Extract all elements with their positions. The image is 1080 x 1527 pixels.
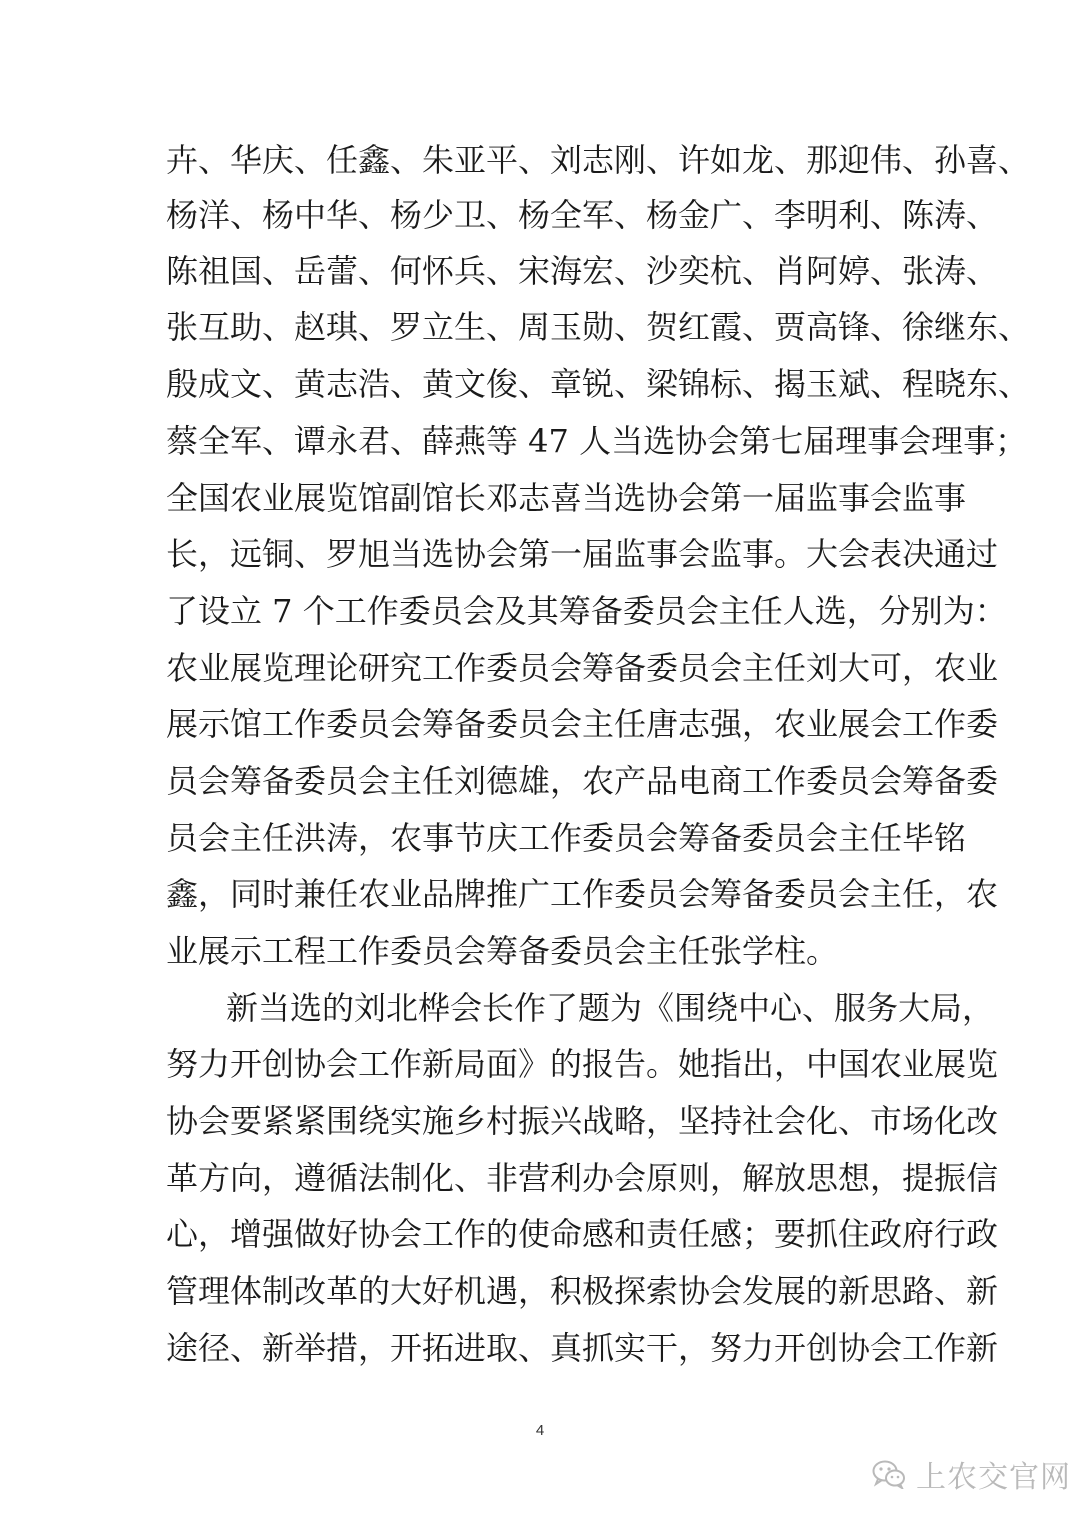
- text-line: 卉、华庆、任鑫、朱亚平、刘志刚、许如龙、那迎伟、孙喜、: [166, 141, 1031, 179]
- text-line: 蔡全军、谭永君、薛燕等 47 人当选协会第七届理事会理事；: [166, 422, 1028, 460]
- page-number: 4: [535, 1422, 545, 1439]
- text-line: 新当选的刘北桦会长作了题为《围绕中心、服务大局，: [226, 989, 995, 1027]
- watermark-text: 上农交官网: [916, 1460, 1071, 1495]
- text-line: 殷成文、黄志浩、黄文俊、章锐、梁锦标、揭玉斌、程晓东、: [166, 365, 1031, 403]
- text-line: 管理体制改革的大好机遇，积极探索协会发展的新思路、新: [166, 1272, 999, 1310]
- text-line: 长，远铜、罗旭当选协会第一届监事会监事。大会表决通过: [166, 535, 999, 573]
- text-line: 员会主任洪涛，农事节庆工作委员会筹备委员会主任毕铭: [166, 819, 967, 857]
- text-line: 全国农业展览馆副馆长邓志喜当选协会第一届监事会监事: [166, 479, 967, 517]
- text-line: 展示馆工作委员会筹备委员会主任唐志强，农业展会工作委: [166, 705, 999, 743]
- text-line: 努力开创协会工作新局面》的报告。她指出，中国农业展览: [166, 1045, 999, 1083]
- text-line: 业展示工程工作委员会筹备委员会主任张学柱。: [166, 932, 839, 970]
- text-line: 心，增强做好协会工作的使命感和责任感；要抓住政府行政: [166, 1215, 999, 1253]
- text-line: 革方向，遵循法制化、非营利办会原则，解放思想，提振信: [166, 1159, 999, 1197]
- text-line: 鑫，同时兼任农业品牌推广工作委员会筹备委员会主任，农: [166, 875, 999, 913]
- wechat-icon: [872, 1459, 906, 1489]
- text-line: 途径、新举措，开拓进取、真抓实干，努力开创协会工作新: [166, 1329, 999, 1367]
- text-line: 张互助、赵琪、罗立生、周玉勋、贺红霞、贾高锋、徐继东、: [166, 308, 1031, 346]
- watermark: [872, 1452, 1071, 1496]
- text-line: 了设立 7 个工作委员会及其筹备委员会主任人选，分别为：: [166, 592, 1007, 630]
- text-line: 员会筹备委员会主任刘德雄，农产品电商工作委员会筹备委: [166, 762, 999, 800]
- text-line: 杨洋、杨中华、杨少卫、杨全军、杨金广、李明利、陈涛、: [166, 196, 999, 234]
- text-line: 农业展览理论研究工作委员会筹备委员会主任刘大可，农业: [166, 649, 999, 687]
- text-line: 陈祖国、岳蕾、何怀兵、宋海宏、沙奕杭、肖阿婷、张涛、: [166, 252, 999, 290]
- text-line: 协会要紧紧围绕实施乡村振兴战略，坚持社会化、市场化改: [166, 1102, 999, 1140]
